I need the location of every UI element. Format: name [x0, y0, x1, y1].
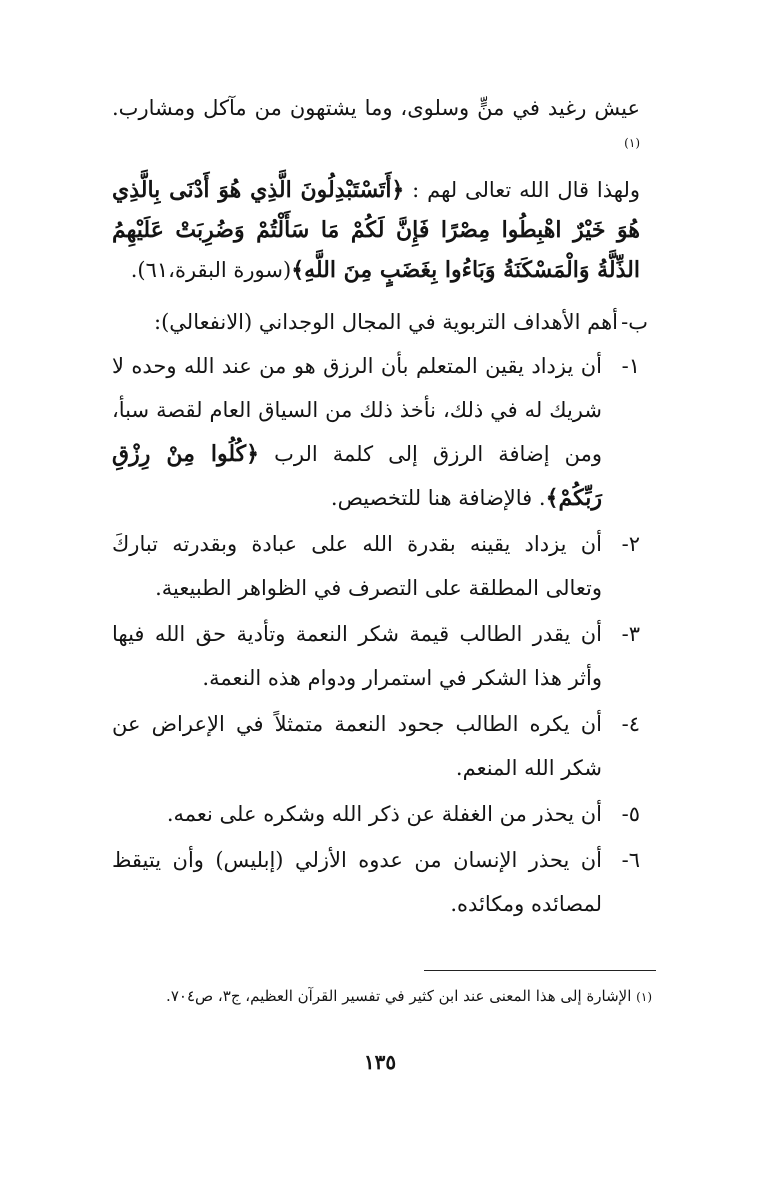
goal-text: أن يحذر من الغفلة عن ذكر الله وشكره على نعمه. [166, 802, 602, 826]
goal-number: ١- [621, 354, 640, 378]
goal-text-before: أن يزداد يقين المتعلم بأن الرزق هو من عند الله وحده لا شريك له في ذلك، نأخذ ذلك من السياق العام لقصة سبأ، ومن إضافة الرزق إلى كلمة الرب [112, 354, 602, 466]
section-heading [112, 302, 648, 342]
goal-text: أن يقدر الطالب قيمة شكر النعمة وتأدية حق الله فيها وأثر هذا الشكر في استمرار ودوام هذه النعمة. [112, 622, 602, 690]
goal-item-5 [112, 792, 640, 836]
goal-item-6 [112, 838, 640, 926]
footnote-reference[interactable]: (١) [624, 136, 640, 150]
footnote-text: الإشارة إلى هذا المعنى عند ابن كثير في تفسير القرآن العظيم، ج٣، ص٧٠٤. [166, 987, 632, 1005]
goal-item-2 [112, 522, 640, 610]
goal-text [112, 344, 602, 520]
footnote-divider [424, 970, 656, 971]
goal-item-4 [112, 702, 640, 790]
goal-number: ٣- [621, 622, 640, 646]
goal-number: ٤- [621, 712, 640, 736]
quran-lead-text: ولهذا قال الله تعالى لهم : [412, 178, 640, 202]
section-label: ب- [621, 310, 648, 334]
goal-text: أن يحذر الإنسان من عدوه الأزلي (إبليس) وأن يتيقظ لمصائده ومكائده. [112, 848, 602, 916]
intro-paragraph [112, 88, 640, 168]
footnote [112, 984, 652, 1009]
goal-verse: ﴿كُلُوا مِنْ رِزْقِ رَبِّكُمْ﴾ [112, 441, 602, 511]
goal-number: ٢- [621, 532, 640, 556]
intro-text: عيش رغيد في منٍّ وسلوى، وما يشتهون من مآكل ومشارب. [112, 96, 640, 120]
footnote-mark: (١) [636, 990, 652, 1004]
goal-item-1 [112, 344, 640, 520]
goal-number: ٥- [621, 802, 640, 826]
goal-text-after: . فالإضافة هنا للتخصيص. [330, 486, 546, 510]
goal-text: أن يكره الطالب جحود النعمة متمثلاً في الإعراض عن شكر الله المنعم. [112, 712, 602, 780]
page-number: ١٣٥ [363, 1050, 397, 1074]
goal-text: أن يزداد يقينه بقدرة الله على عبادة وبقدرته تباركَ وتعالى المطلقة على التصرف في الظواهر الطبيعية. [112, 532, 602, 600]
goal-item-3 [112, 612, 640, 700]
goal-number: ٦- [621, 848, 640, 872]
page-body [112, 88, 648, 926]
quran-verse: ﴿أَتَسْتَبْدِلُونَ الَّذِي هُوَ أَدْنَى بِالَّذِي هُوَ خَيْرٌ اهْبِطُوا مِصْرًا فَإِنَّ لَكُمْ مَا سَأَلْتُمْ وَضُرِبَتْ عَلَيْهِمُ الذِّلَّةُ وَالْمَسْكَنَةُ وَبَاءُوا بِغَضَبٍ مِنَ اللَّهِ﴾ [112, 177, 640, 283]
section-title: أهم الأهداف التربوية في المجال الوجداني (الانفعالي): [154, 310, 618, 334]
quran-paragraph [112, 170, 640, 290]
goals-list [112, 344, 640, 926]
quran-citation: (سورة البقرة،٦١). [130, 258, 292, 282]
